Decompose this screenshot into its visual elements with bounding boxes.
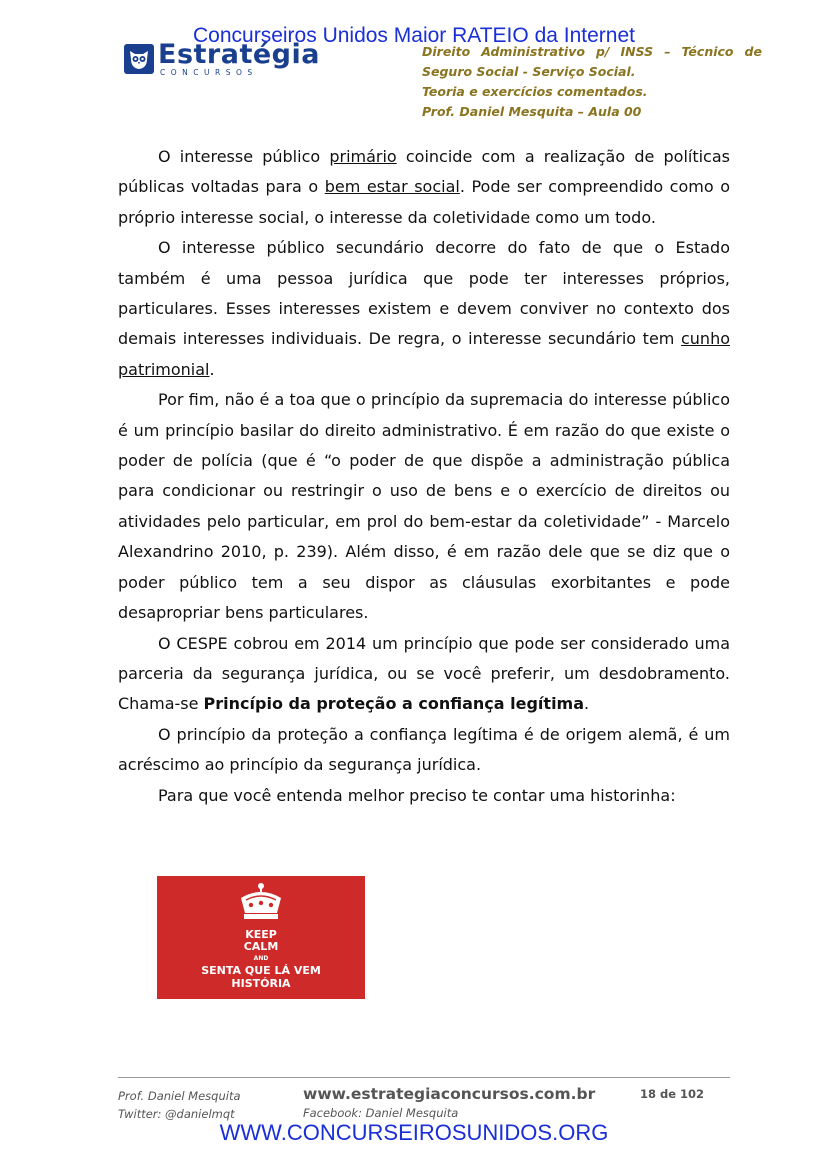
owl-icon — [124, 44, 154, 74]
footer-site-block — [303, 1084, 595, 1122]
footer-prof: Prof. Daniel Mesquita — [118, 1089, 241, 1103]
paragraph-cespe: O CESPE cobrou em 2014 um princípio que pode ser considerado uma parceria da segurança jurídica, ou se você preferir, um desdobramento. Chama-se Princípio da proteção a confiança legítima. — [118, 633, 730, 714]
footer-twitter: Twitter: @danielmqt — [118, 1107, 235, 1121]
keep-calm-historia: HISTÓRIA — [231, 977, 291, 990]
page-number: 18 de 102 — [640, 1087, 705, 1101]
page-body — [118, 142, 730, 811]
footer-facebook: Facebook: Daniel Mesquita — [303, 1106, 459, 1120]
paragraph-interesse-primario: O interesse público primário coincide com a realização de políticas públicas voltadas para o bem estar social. Pode ser compreendido como o próprio interesse social, o interesse da coletividade como um todo. — [118, 147, 730, 227]
keep-calm-and: AND — [253, 955, 269, 962]
logo-wordmark: Estratégia — [158, 39, 320, 71]
watermark-top: Concurseiros Unidos Maior RATEIO da Internet — [193, 24, 635, 47]
keep-calm-calm: CALM — [243, 940, 279, 953]
keep-calm-keep: KEEP — [245, 928, 277, 941]
logo-subtitle: CONCURSOS — [160, 68, 258, 78]
header-line-4: Prof. Daniel Mesquita – Aula 00 — [422, 104, 642, 119]
footer-website: www.estrategiaconcursos.com.br — [303, 1085, 596, 1103]
header-line-3: Teoria e exercícios comentados. — [422, 84, 648, 99]
header-line-2: Seguro Social - Serviço Social. — [422, 64, 636, 79]
footer-author — [118, 1087, 241, 1123]
keep-calm-image — [157, 876, 365, 999]
paragraph-supremacia: Por fim, não é a toa que o princípio da supremacia do interesse público é um princípio basilar do direito administrativo. É em razão do que existe o poder de polícia (que é “o poder de que dispõe a administração pública para condicionar ou restringir o uso de bens e o exercício de direitos ou atividades pelo particular, em prol do bem-estar da coletividade” - Marcelo Alexandrino 2010, p. 239). Além disso, é em razão dele que se diz que o poder público tem a seu dispor as cláusulas exorbitantes e pode desapropriar bens particulares. — [118, 390, 730, 623]
watermark-bottom: WWW.CONCURSEIROSUNIDOS.ORG — [219, 1120, 609, 1145]
paragraph-confianca-legitima: O princípio da proteção a confiança legítima é de origem alemã, é um acréscimo ao princípio da segurança jurídica. — [118, 724, 730, 775]
crown-icon — [236, 882, 286, 924]
paragraph-interesse-secundario: O interesse público secundário decorre do fato de que o Estado também é uma pessoa jurídica que pode ter interesses próprios, particulares. Esses interesses existem e devem conviver no contexto dos demais interesses individuais. De regra, o interesse secundário tem cunho patrimonial. — [118, 238, 730, 379]
paragraph-historinha: Para que você entenda melhor preciso te contar uma historinha: — [158, 785, 676, 805]
footer-divider — [118, 1077, 730, 1078]
header-course-info — [422, 42, 762, 122]
header-line-1: Direito Administrativo p/ INSS – Técnico de — [422, 44, 762, 59]
keep-calm-senta: SENTA QUE LÁ VEM — [201, 964, 321, 977]
